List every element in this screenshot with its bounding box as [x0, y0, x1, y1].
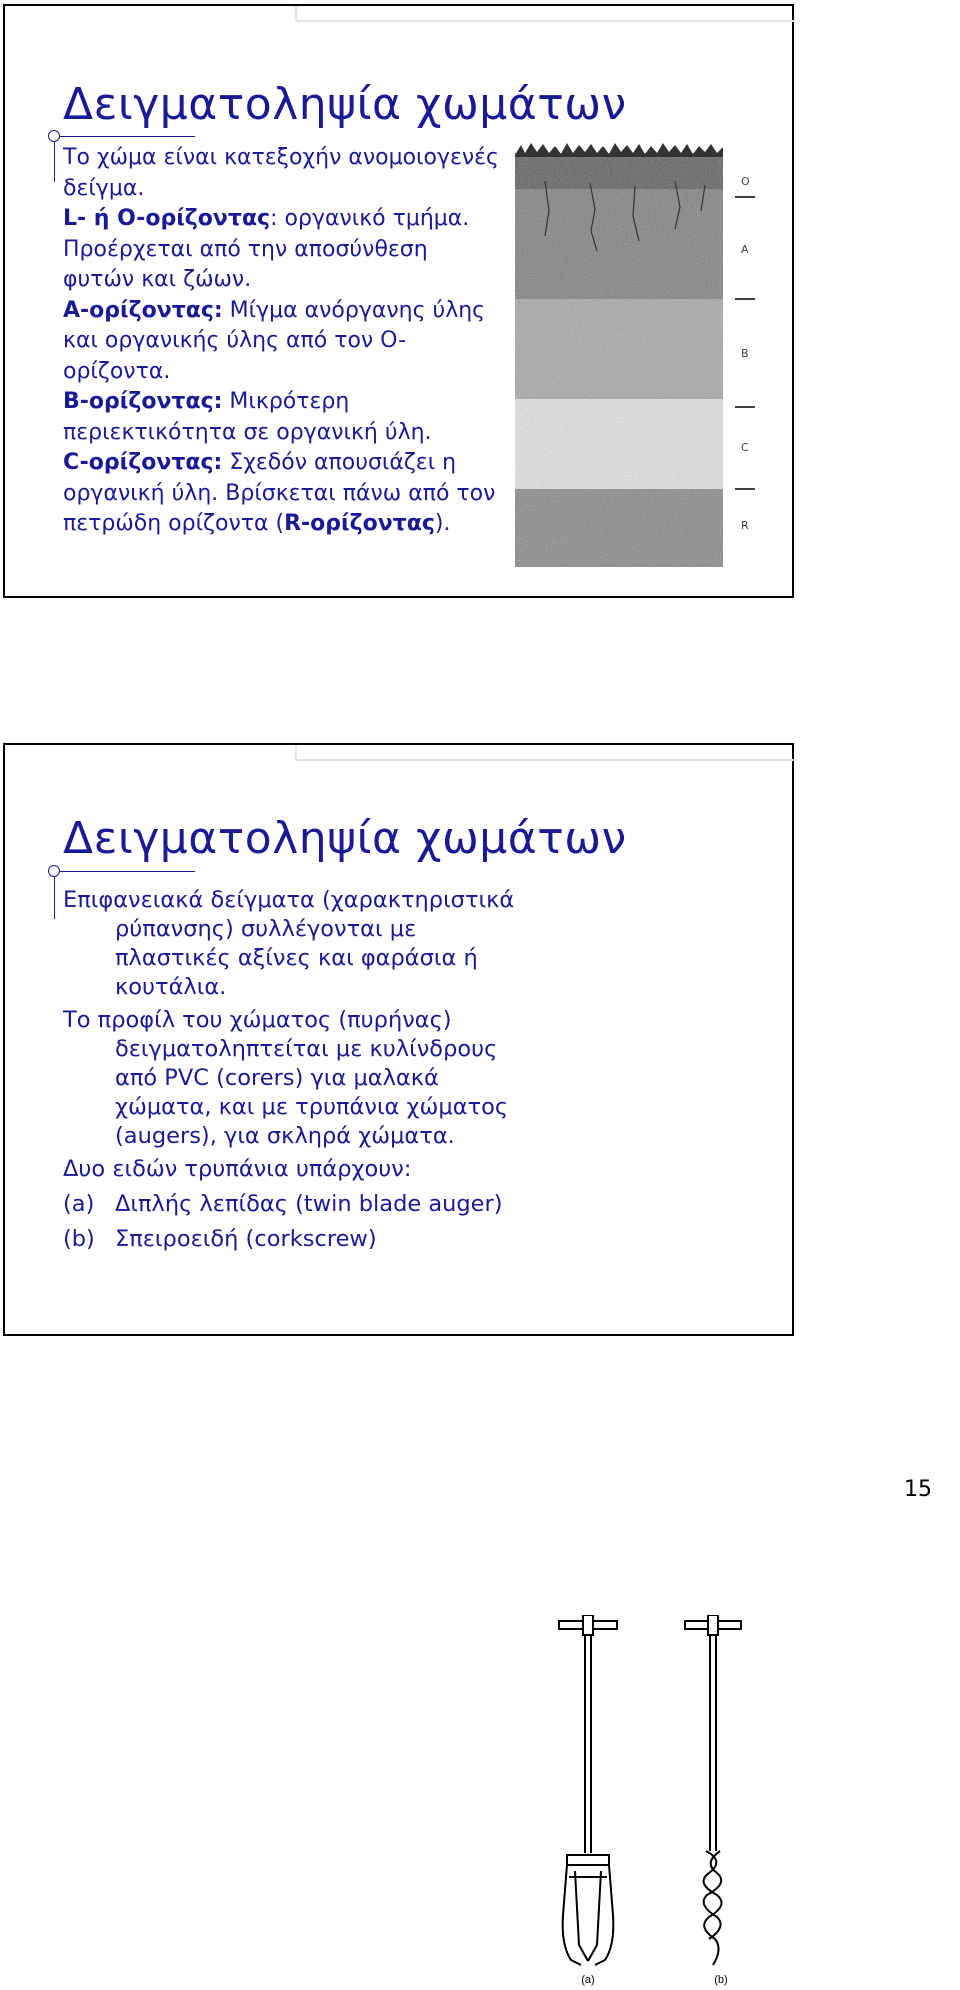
bullet-item: Επιφανειακά δείγματα (χαρακτηριστικά ρύπανσης) συλλέγονται με πλαστικές αξίνες και φαράσια ή κουτάλια.	[63, 887, 515, 1000]
auger-figure	[557, 1615, 777, 1990]
horizon-label: B	[741, 347, 749, 360]
slide-title: Δειγματοληψία χωμάτων	[63, 79, 627, 130]
bullet-item: Το χώμα είναι κατεξοχήν ανομοιογενές δείγμα.	[63, 145, 499, 201]
bullet-item: A-ορίζοντας: Μίγμα ανόργανης ύλης και οργανικής ύλης από τον O-ορίζοντα.	[63, 297, 486, 384]
title-underline	[49, 871, 195, 872]
horizon-label: R	[741, 519, 749, 532]
corkscrew-auger	[685, 1615, 741, 1965]
bullet-list	[63, 886, 533, 1254]
figure-label-a: (a)	[581, 1974, 595, 1986]
twin-blade-auger	[559, 1615, 617, 1965]
bullet-list	[63, 143, 503, 540]
ornament-stem	[54, 142, 55, 182]
slide-soil-horizons	[3, 4, 794, 598]
auger-type-b: (b) Σπειροειδή (corkscrew)	[63, 1226, 377, 1252]
page-number: 15	[904, 1477, 932, 1502]
soil-profile-figure	[515, 141, 785, 571]
figure-label-b: (b)	[714, 1974, 728, 1986]
corner-decoration	[295, 745, 795, 761]
corner-decoration	[295, 6, 795, 22]
bullet-item: C-ορίζοντας: Σχεδόν απουσιάζει η οργανική ύλη. Βρίσκεται πάνω από τον πετρώδη ορίζοντα (R-ορίζοντας).	[63, 450, 496, 536]
bullet-item: L- ή O-ορίζοντας: οργανικό τμήμα. Προέρχεται από την αποσύνθεση φυτών και ζώων.	[63, 206, 470, 292]
title-ornament	[48, 130, 60, 142]
bullet-item: Δυο ειδών τρυπάνια υπάρχουν:	[63, 1156, 412, 1182]
bullet-item: Το προφίλ του χώματος (πυρήνας) δειγματοληπτείται με κυλίνδρους από PVC (corers) για μαλακά χώματα, και με τρυπάνια χώματος (augers), για σκληρά χώματα.	[63, 1007, 509, 1149]
surface-vegetation	[515, 143, 723, 157]
horizon-label: A	[741, 243, 749, 256]
slide-soil-sampling-tools	[3, 743, 794, 1986]
title-underline	[49, 136, 195, 137]
horizon-label: C	[741, 441, 749, 454]
title-ornament	[48, 865, 60, 877]
ornament-stem	[54, 877, 55, 919]
soil-texture	[515, 153, 723, 567]
auger-type-a: (a) Διπλής λεπίδας (twin blade auger)	[63, 1191, 503, 1217]
bullet-item: B-ορίζοντας: Μικρότερη περιεκτικότητα σε οργανική ύλη.	[63, 389, 432, 445]
horizon-label: O	[741, 175, 750, 188]
slide-title: Δειγματοληψία χωμάτων	[63, 813, 627, 864]
